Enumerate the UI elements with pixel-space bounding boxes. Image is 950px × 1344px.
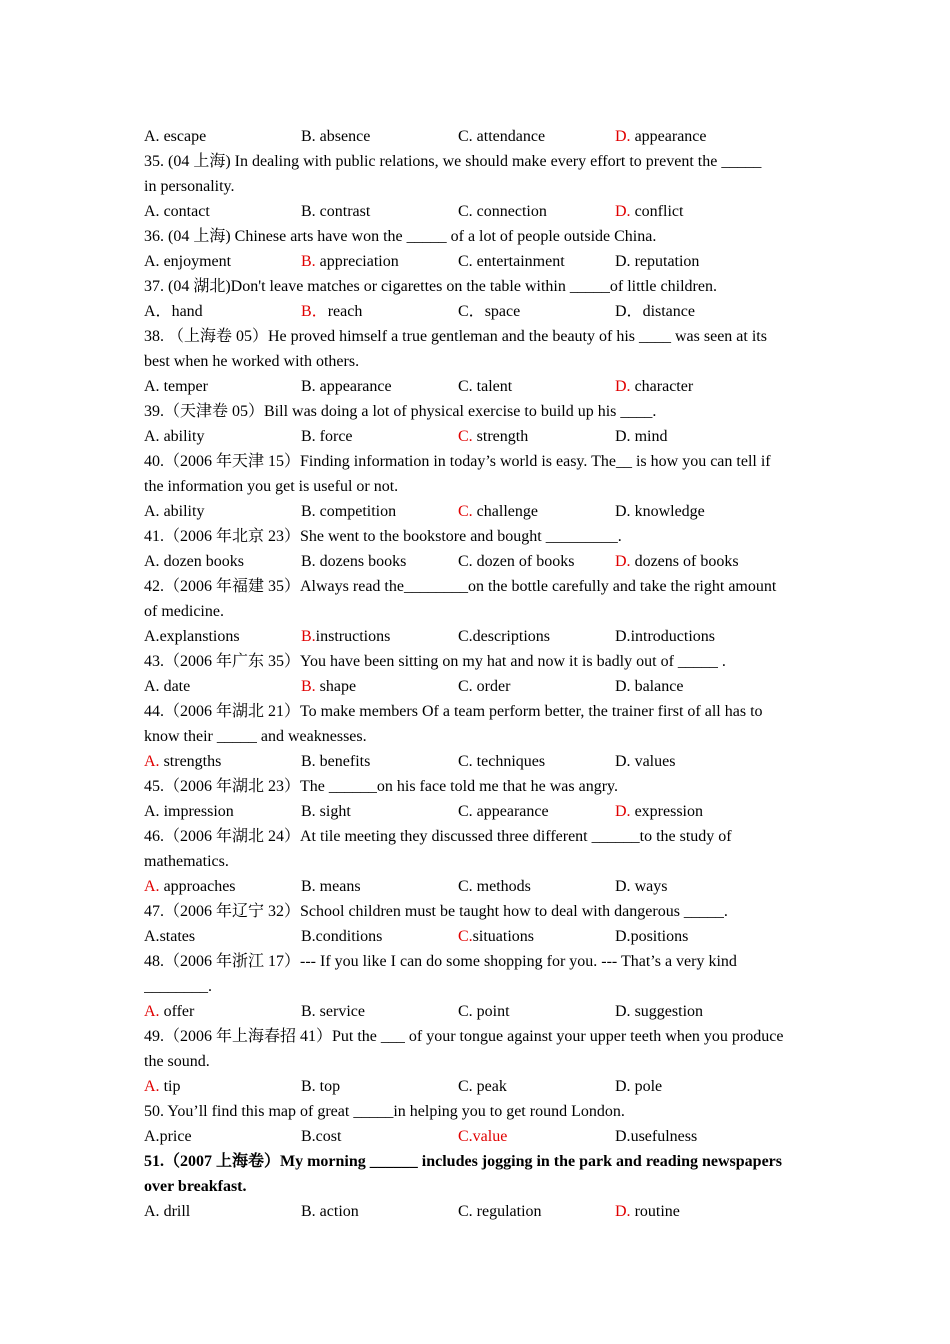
- answer-option: [301, 374, 458, 399]
- answer-option: [615, 1074, 772, 1099]
- answer-options-row: [144, 1124, 806, 1149]
- option-letter: B.: [301, 803, 316, 820]
- question-text-line: 43.（2006 年广东 35）You have been sitting on my hat and now it is badly out of _____ .: [144, 653, 726, 670]
- option-text: suggestion: [630, 1003, 704, 1020]
- option-text: hand: [171, 303, 203, 320]
- answer-option: [458, 249, 615, 274]
- option-text: date: [159, 678, 191, 695]
- answer-option: [144, 624, 301, 649]
- correct-answer-letter: B.: [301, 253, 316, 270]
- question-list: [144, 124, 806, 1224]
- option-text: enjoyment: [159, 253, 232, 270]
- question-text-line: 38. （上海卷 05）He proved himself a true gentleman and the beauty of his ____ was seen at its: [144, 328, 767, 345]
- option-text: states: [159, 928, 196, 945]
- correct-answer-letter: A.: [144, 878, 160, 895]
- answer-option: [301, 424, 458, 449]
- answer-option: [458, 549, 615, 574]
- option-letter: B.: [301, 128, 316, 145]
- question-text-line: know their _____ and weaknesses.: [144, 728, 367, 745]
- option-text: balance: [630, 678, 684, 695]
- option-letter: C．: [458, 303, 485, 320]
- correct-answer-letter: C.: [458, 1128, 473, 1145]
- option-letter: A.: [144, 253, 160, 270]
- answer-option: [144, 749, 301, 774]
- answer-options-row: [144, 624, 806, 649]
- answer-option: [301, 799, 458, 824]
- option-letter: C.: [458, 678, 473, 695]
- correct-answer-letter: D.: [615, 378, 631, 395]
- answer-options-row: [144, 549, 806, 574]
- answer-option: [144, 999, 301, 1024]
- answer-option: [615, 124, 772, 149]
- answer-options-row: [144, 299, 806, 324]
- answer-option: [301, 199, 458, 224]
- answer-option: [144, 199, 301, 224]
- option-letter: B.: [301, 553, 316, 570]
- option-letter: A.: [144, 553, 160, 570]
- question-text-line: 49.（2006 年上海春招 41）Put the ___ of your tongue against your upper teeth when you produce: [144, 1028, 784, 1045]
- answer-option: [144, 499, 301, 524]
- question-text-line: 45.（2006 年湖北 23）The ______on his face told me that he was angry.: [144, 778, 618, 795]
- option-text: order: [472, 678, 511, 695]
- option-text: means: [315, 878, 361, 895]
- option-text: price: [159, 1128, 192, 1145]
- option-text: mind: [630, 428, 668, 445]
- answer-option: [301, 249, 458, 274]
- correct-answer-letter: D.: [615, 203, 631, 220]
- question-text-line: ________.: [144, 978, 212, 995]
- option-text: reach: [327, 303, 363, 320]
- option-letter: D.: [615, 253, 631, 270]
- option-letter: B.: [301, 1128, 316, 1145]
- answer-option: [615, 999, 772, 1024]
- question-text-line: 48.（2006 年浙江 17）--- If you like I can do some shopping for you. --- That’s a very kind: [144, 953, 737, 970]
- option-letter: C.: [458, 753, 473, 770]
- answer-option: [458, 424, 615, 449]
- question-text-line: 40.（2006 年天津 15）Finding information in today’s world is easy. The__ is how you can tell if: [144, 453, 771, 470]
- answer-option: [301, 1124, 458, 1149]
- option-text: values: [630, 753, 676, 770]
- option-letter: C.: [458, 253, 473, 270]
- option-text: benefits: [315, 753, 371, 770]
- option-text: usefulness: [630, 1128, 698, 1145]
- option-text: pole: [630, 1078, 663, 1095]
- answer-option: [458, 999, 615, 1024]
- option-text: peak: [472, 1078, 507, 1095]
- answer-option: [144, 674, 301, 699]
- option-letter: D.: [615, 503, 631, 520]
- correct-answer-letter: D.: [615, 128, 631, 145]
- option-text: reputation: [630, 253, 700, 270]
- option-text: impression: [159, 803, 234, 820]
- option-letter: D.: [615, 928, 631, 945]
- option-letter: D.: [615, 1128, 631, 1145]
- answer-option: [458, 199, 615, 224]
- answer-option: [615, 1199, 772, 1224]
- question-text-line: 35. (04 上海) In dealing with public relations, we should make every effort to prevent the _____: [144, 153, 762, 170]
- option-letter: A.: [144, 928, 160, 945]
- option-text: introductions: [630, 628, 715, 645]
- answer-option: [144, 924, 301, 949]
- option-text: distance: [642, 303, 695, 320]
- answer-option: [615, 549, 772, 574]
- option-text: action: [315, 1203, 359, 1220]
- option-text: expression: [630, 803, 703, 820]
- answer-option: [301, 924, 458, 949]
- answer-option: [615, 299, 772, 324]
- correct-answer-letter: C.: [458, 503, 473, 520]
- correct-answer-letter: A.: [144, 753, 160, 770]
- question-text-line: 47.（2006 年辽宁 32）School children must be taught how to deal with dangerous _____.: [144, 903, 728, 920]
- answer-option: [615, 749, 772, 774]
- answer-options-row: [144, 749, 806, 774]
- option-letter: B.: [301, 203, 316, 220]
- answer-option: [458, 1124, 615, 1149]
- question-text-line: in personality.: [144, 178, 235, 195]
- option-text: absence: [315, 128, 371, 145]
- option-letter: A.: [144, 503, 160, 520]
- option-text: techniques: [472, 753, 546, 770]
- option-text: contrast: [315, 203, 371, 220]
- answer-option: [301, 299, 458, 324]
- option-text: ability: [159, 503, 205, 520]
- question-text-line: over breakfast.: [144, 1178, 247, 1195]
- question-text-line: 42.（2006 年福建 35）Always read the________on the bottle carefully and take the right amount: [144, 578, 777, 595]
- question-text-line: 46.（2006 年湖北 24）At tile meeting they discussed three different ______to the study of: [144, 828, 732, 845]
- question-text-line: 37. (04 湖北)Don't leave matches or cigarettes on the table within _____of little children.: [144, 278, 717, 295]
- option-letter: C.: [458, 878, 473, 895]
- option-letter: D.: [615, 428, 631, 445]
- correct-answer-letter: A.: [144, 1003, 160, 1020]
- question-text-line: 41.（2006 年北京 23）She went to the bookstore and bought _________.: [144, 528, 622, 545]
- option-text: shape: [315, 678, 357, 695]
- answer-option: [458, 1074, 615, 1099]
- answer-option: [144, 799, 301, 824]
- answer-option: [615, 799, 772, 824]
- answer-option: [458, 299, 615, 324]
- answer-option: [615, 924, 772, 949]
- answer-options-row: [144, 924, 806, 949]
- answer-option: [615, 1124, 772, 1149]
- answer-option: [458, 1199, 615, 1224]
- option-letter: D.: [615, 678, 631, 695]
- option-letter: B.: [301, 928, 316, 945]
- answer-option: [615, 499, 772, 524]
- answer-options-row: [144, 1074, 806, 1099]
- option-text: regulation: [472, 1203, 542, 1220]
- correct-answer-letter: C.: [458, 428, 473, 445]
- option-letter: C.: [458, 803, 473, 820]
- answer-option: [615, 624, 772, 649]
- option-text: knowledge: [630, 503, 705, 520]
- answer-option: [615, 424, 772, 449]
- option-text: positions: [630, 928, 689, 945]
- question-text-line: 36. (04 上海) Chinese arts have won the _____ of a lot of people outside China.: [144, 228, 657, 245]
- answer-option: [144, 874, 301, 899]
- option-letter: D．: [615, 303, 643, 320]
- question-text-line: 39.（天津卷 05）Bill was doing a lot of physical exercise to build up his ____.: [144, 403, 657, 420]
- option-letter: A.: [144, 803, 160, 820]
- option-text: strengths: [159, 753, 222, 770]
- option-text: character: [630, 378, 694, 395]
- answer-option: [458, 874, 615, 899]
- option-text: offer: [159, 1003, 195, 1020]
- option-letter: D.: [615, 753, 631, 770]
- option-text: temper: [159, 378, 208, 395]
- option-text: dozen books: [159, 553, 244, 570]
- question-text-line: the sound.: [144, 1053, 210, 1070]
- answer-options-row: [144, 499, 806, 524]
- question-text-line: 50. You’ll find this map of great _____in helping you to get round London.: [144, 1103, 625, 1120]
- answer-option: [144, 549, 301, 574]
- answer-option: [144, 1074, 301, 1099]
- option-text: point: [472, 1003, 510, 1020]
- option-text: space: [484, 303, 521, 320]
- option-letter: C.: [458, 128, 473, 145]
- option-text: dozens books: [315, 553, 407, 570]
- option-text: ability: [159, 428, 205, 445]
- option-text: routine: [630, 1203, 680, 1220]
- option-text: descriptions: [472, 628, 550, 645]
- answer-option: [615, 374, 772, 399]
- answer-option: [301, 874, 458, 899]
- option-text: escape: [159, 128, 207, 145]
- answer-option: [301, 1074, 458, 1099]
- correct-answer-letter: A.: [144, 1078, 160, 1095]
- option-letter: A.: [144, 428, 160, 445]
- correct-answer-letter: B.: [301, 678, 316, 695]
- answer-option: [458, 924, 615, 949]
- option-letter: B.: [301, 1078, 316, 1095]
- option-text: service: [315, 1003, 365, 1020]
- option-letter: A.: [144, 628, 160, 645]
- option-letter: A.: [144, 1128, 160, 1145]
- option-text: ways: [630, 878, 668, 895]
- answer-option: [144, 1124, 301, 1149]
- answer-option: [615, 249, 772, 274]
- option-letter: D.: [615, 628, 631, 645]
- option-text: connection: [472, 203, 547, 220]
- answer-options-row: [144, 1199, 806, 1224]
- answer-option: [301, 124, 458, 149]
- option-letter: D.: [615, 878, 631, 895]
- answer-option: [144, 299, 301, 324]
- option-text: appearance: [630, 128, 707, 145]
- answer-options-row: [144, 874, 806, 899]
- question-text-line: best when he worked with others.: [144, 353, 360, 370]
- question-text-line: mathematics.: [144, 853, 229, 870]
- option-letter: C.: [458, 1078, 473, 1095]
- option-letter: A.: [144, 378, 160, 395]
- option-letter: B.: [301, 1003, 316, 1020]
- correct-answer-letter: C.: [458, 928, 473, 945]
- option-letter: C.: [458, 628, 473, 645]
- answer-options-row: [144, 249, 806, 274]
- option-letter: A.: [144, 128, 160, 145]
- option-text: talent: [472, 378, 513, 395]
- answer-option: [144, 374, 301, 399]
- option-letter: B.: [301, 428, 316, 445]
- option-text: conditions: [315, 928, 383, 945]
- answer-option: [301, 674, 458, 699]
- option-text: sight: [315, 803, 351, 820]
- option-text: conflict: [630, 203, 684, 220]
- option-letter: D.: [615, 1078, 631, 1095]
- answer-options-row: [144, 999, 806, 1024]
- option-letter: A.: [144, 678, 160, 695]
- answer-option: [458, 499, 615, 524]
- answer-option: [301, 1199, 458, 1224]
- answer-option: [301, 999, 458, 1024]
- option-text: appearance: [472, 803, 549, 820]
- option-letter: B.: [301, 503, 316, 520]
- option-letter: D.: [615, 1003, 631, 1020]
- option-text: instructions: [315, 628, 391, 645]
- option-text: situations: [472, 928, 535, 945]
- answer-option: [144, 1199, 301, 1224]
- option-letter: C.: [458, 203, 473, 220]
- option-text: tip: [159, 1078, 181, 1095]
- answer-option: [301, 549, 458, 574]
- correct-answer-letter: D.: [615, 1203, 631, 1220]
- option-letter: B.: [301, 378, 316, 395]
- answer-option: [615, 874, 772, 899]
- option-text: methods: [472, 878, 531, 895]
- option-text: explanstions: [159, 628, 240, 645]
- option-letter: A.: [144, 1203, 160, 1220]
- option-text: strength: [472, 428, 529, 445]
- answer-options-row: [144, 424, 806, 449]
- question-text-line: of medicine.: [144, 603, 224, 620]
- answer-options-row: [144, 674, 806, 699]
- answer-options-row: [144, 799, 806, 824]
- question-text-line: 51.（2007 上海卷）My morning ______ includes jogging in the park and reading newspapers: [144, 1153, 782, 1170]
- answer-option: [144, 249, 301, 274]
- correct-answer-letter: B．: [301, 303, 328, 320]
- question-text-line: 44.（2006 年湖北 21）To make members Of a team perform better, the trainer first of all has to: [144, 703, 763, 720]
- option-text: appreciation: [315, 253, 399, 270]
- option-text: competition: [315, 503, 397, 520]
- option-letter: C.: [458, 378, 473, 395]
- answer-option: [458, 124, 615, 149]
- option-letter: B.: [301, 753, 316, 770]
- answer-option: [144, 124, 301, 149]
- answer-option: [458, 799, 615, 824]
- correct-answer-letter: D.: [615, 803, 631, 820]
- option-letter: C.: [458, 553, 473, 570]
- answer-option: [458, 374, 615, 399]
- option-text: contact: [159, 203, 210, 220]
- option-text: dozens of books: [630, 553, 739, 570]
- option-letter: C.: [458, 1203, 473, 1220]
- option-text: force: [315, 428, 353, 445]
- answer-options-row: [144, 199, 806, 224]
- option-text: entertainment: [472, 253, 565, 270]
- correct-answer-letter: B.: [301, 628, 316, 645]
- option-letter: A.: [144, 203, 160, 220]
- option-text: value: [472, 1128, 508, 1145]
- answer-option: [301, 624, 458, 649]
- option-text: drill: [159, 1203, 191, 1220]
- option-letter: A．: [144, 303, 172, 320]
- option-letter: B.: [301, 878, 316, 895]
- answer-options-row: [144, 374, 806, 399]
- option-text: dozen of books: [472, 553, 575, 570]
- option-letter: C.: [458, 1003, 473, 1020]
- option-text: cost: [315, 1128, 342, 1145]
- answer-options-row: [144, 124, 806, 149]
- option-text: top: [315, 1078, 341, 1095]
- answer-option: [301, 499, 458, 524]
- option-text: appearance: [315, 378, 392, 395]
- option-text: challenge: [472, 503, 538, 520]
- answer-option: [144, 424, 301, 449]
- answer-option: [301, 749, 458, 774]
- correct-answer-letter: D.: [615, 553, 631, 570]
- question-text-line: the information you get is useful or not.: [144, 478, 399, 495]
- answer-option: [615, 199, 772, 224]
- answer-option: [615, 674, 772, 699]
- answer-option: [458, 749, 615, 774]
- option-text: attendance: [472, 128, 546, 145]
- option-text: approaches: [159, 878, 236, 895]
- answer-option: [458, 674, 615, 699]
- option-letter: B.: [301, 1203, 316, 1220]
- answer-option: [458, 624, 615, 649]
